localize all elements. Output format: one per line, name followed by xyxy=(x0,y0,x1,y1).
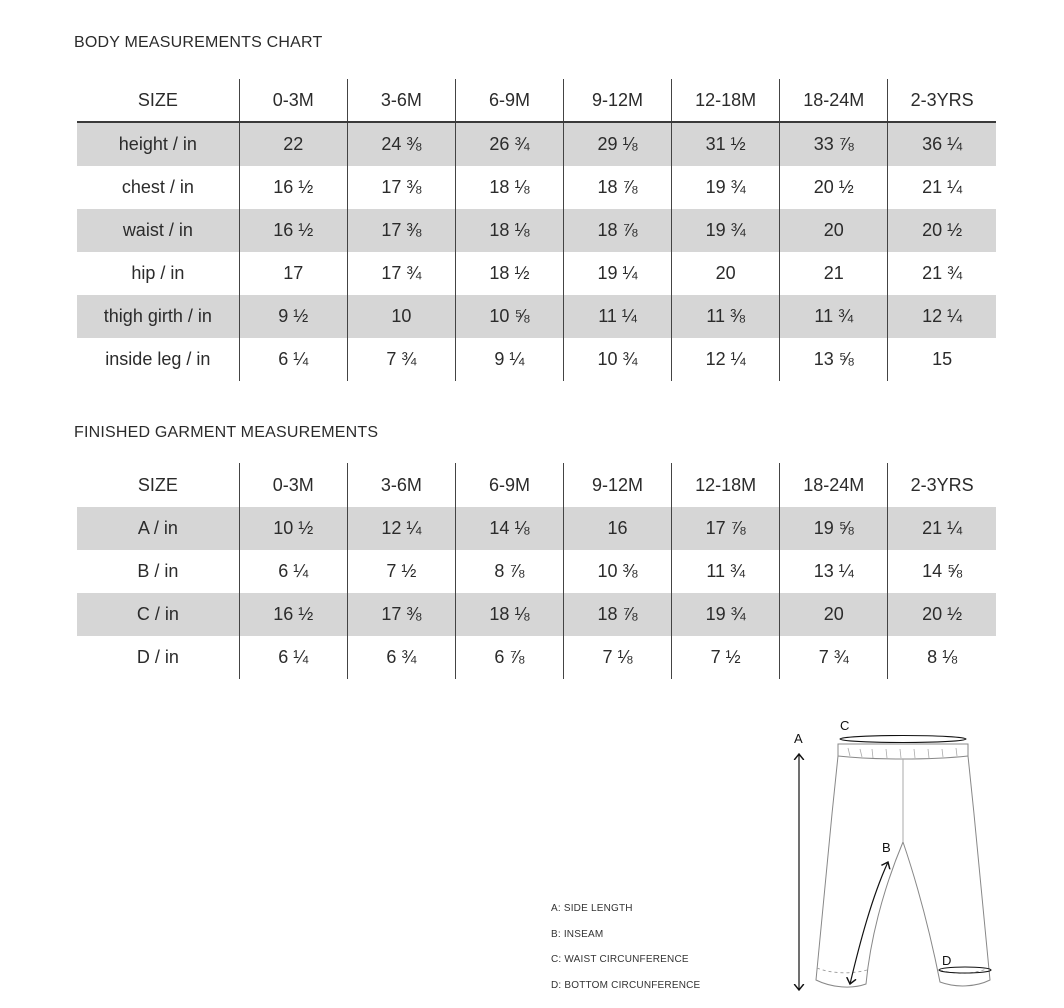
measurement-cell: 20 ½ xyxy=(888,593,996,636)
table-row xyxy=(77,338,996,381)
label-b: B xyxy=(882,840,891,855)
size-column-header: 9-12M xyxy=(564,463,672,507)
measurement-cell: 10 xyxy=(347,295,455,338)
size-header: SIZE xyxy=(77,79,239,122)
size-column-header: 6-9M xyxy=(455,463,563,507)
measurement-cell: 9 ¼ xyxy=(455,338,563,381)
size-header: SIZE xyxy=(137,474,178,495)
measurement-cell: 10 ⅝ xyxy=(455,295,563,338)
measurement-cell: 19 ¾ xyxy=(672,209,780,252)
size-column-header: 18-24M xyxy=(780,79,888,122)
measurement-cell: 17 ⅜ xyxy=(347,209,455,252)
legend-item-waist: C: WAIST CIRCUNFERENCE xyxy=(551,954,689,965)
row-label: height / in xyxy=(77,122,239,166)
measurement-cell: 16 xyxy=(564,507,672,550)
measurement-cell: 7 ⅛ xyxy=(564,636,672,679)
legend-item-inseam: B: INSEAM xyxy=(551,928,604,940)
table-row xyxy=(77,295,996,338)
table-row xyxy=(77,209,996,252)
measurement-cell: 6 ¾ xyxy=(347,636,455,679)
table-row xyxy=(77,550,996,593)
measurement-cell: 8 ⅞ xyxy=(455,550,563,593)
measurement-cell: 7 ¾ xyxy=(780,636,888,679)
measurement-cell: 6 ¼ xyxy=(239,338,347,381)
measurement-cell: 33 ⅞ xyxy=(780,122,888,166)
measurement-cell: 19 ¼ xyxy=(564,252,672,295)
measurement-cell: 17 ¾ xyxy=(347,252,455,295)
body-chart-title: BODY MEASUREMENTS CHART xyxy=(74,34,323,51)
size-column-header: 9-12M xyxy=(564,79,672,122)
measurement-cell: 16 ½ xyxy=(239,593,347,636)
measurement-legend xyxy=(551,898,700,1000)
inseam-arrow xyxy=(850,862,888,984)
measurement-cell: 18 ½ xyxy=(455,252,563,295)
table-row xyxy=(77,252,996,295)
measurement-cell: 24 ⅜ xyxy=(347,122,455,166)
measurement-cell: 11 ¾ xyxy=(780,295,888,338)
measurement-cell: 19 ¾ xyxy=(672,166,780,209)
measurement-cell: 21 ¾ xyxy=(888,252,996,295)
waistband xyxy=(838,744,968,759)
measurement-cell: 13 ¼ xyxy=(780,550,888,593)
measurement-cell: 18 ⅞ xyxy=(564,209,672,252)
table-row xyxy=(77,636,996,679)
measurement-cell: 20 xyxy=(780,593,888,636)
measurement-cell: 18 ⅛ xyxy=(455,593,563,636)
measurement-cell: 7 ¾ xyxy=(347,338,455,381)
row-label: A / in xyxy=(77,507,239,550)
measurement-cell: 21 xyxy=(780,252,888,295)
measurement-cell: 10 ¾ xyxy=(564,338,672,381)
size-column-header: 12-18M xyxy=(672,79,780,122)
measurement-cell: 17 ⅜ xyxy=(347,166,455,209)
measurement-cell: 11 ¾ xyxy=(672,550,780,593)
measurement-cell: 19 ¾ xyxy=(672,593,780,636)
measurement-cell: 26 ¾ xyxy=(455,122,563,166)
size-column-header: 0-3M xyxy=(239,463,347,507)
table-row xyxy=(77,507,996,550)
measurement-cell: 14 ⅛ xyxy=(455,507,563,550)
measurement-cell: 12 ¼ xyxy=(888,295,996,338)
row-label: chest / in xyxy=(121,177,194,197)
row-label: waist / in xyxy=(77,209,239,252)
measurement-cell: 16 ½ xyxy=(239,209,347,252)
row-label: thigh girth / in xyxy=(77,295,239,338)
label-a: A xyxy=(794,731,803,746)
measurement-cell: 9 ½ xyxy=(239,295,347,338)
table-row xyxy=(77,122,996,166)
legend-item-bottom: D: BOTTOM CIRCUNFERENCE xyxy=(551,979,701,991)
measurement-cell: 18 ⅞ xyxy=(564,593,672,636)
label-d: D xyxy=(942,953,952,968)
size-column-header: 6-9M xyxy=(455,79,563,122)
measurement-cell: 20 xyxy=(672,252,780,295)
table-header-row xyxy=(77,79,996,122)
measurement-cell: 20 ½ xyxy=(780,166,888,209)
row-label: C / in xyxy=(77,593,239,636)
measurement-cell: 19 ⅝ xyxy=(780,507,888,550)
garment-measurements-table xyxy=(77,463,996,679)
body-measurements-table xyxy=(77,79,996,381)
measurement-cell: 6 ¼ xyxy=(239,550,347,593)
measurement-cell: 22 xyxy=(239,122,347,166)
measurement-cell: 7 ½ xyxy=(672,636,780,679)
measurement-cell: 11 ¼ xyxy=(564,295,672,338)
measurement-cell: 7 ½ xyxy=(347,550,455,593)
measurement-cell: 18 ⅞ xyxy=(564,166,672,209)
label-c: C xyxy=(840,718,850,733)
measurement-cell: 17 ⅞ xyxy=(672,507,780,550)
measurement-cell: 21 ¼ xyxy=(888,166,996,209)
measurement-cell: 20 xyxy=(780,209,888,252)
size-column-header: 3-6M xyxy=(347,463,455,507)
measurement-cell: 17 ⅜ xyxy=(347,593,455,636)
measurement-cell: 10 ½ xyxy=(239,507,347,550)
measurement-cell: 12 ¼ xyxy=(347,507,455,550)
table-row xyxy=(77,166,996,209)
measurement-cell: 13 ⅝ xyxy=(780,338,888,381)
pants-diagram xyxy=(770,712,1010,1002)
row-label: hip / in xyxy=(131,263,185,283)
measurement-cell: 18 ⅛ xyxy=(455,166,563,209)
measurement-cell: 17 xyxy=(239,252,347,295)
measurement-cell: 18 ⅛ xyxy=(455,209,563,252)
measurement-cell: 6 ¼ xyxy=(239,636,347,679)
measurement-cell: 36 ¼ xyxy=(888,122,996,166)
size-column-header: 12-18M xyxy=(672,463,780,507)
measurement-cell: 15 xyxy=(888,338,996,381)
garment-chart-title: FINISHED GARMENT MEASUREMENTS xyxy=(74,424,379,441)
table-row xyxy=(77,593,996,636)
row-label: D / in xyxy=(136,647,179,667)
measurement-cell: 31 ½ xyxy=(672,122,780,166)
measurement-cell: 16 ½ xyxy=(239,166,347,209)
measurement-cell: 29 ⅛ xyxy=(564,122,672,166)
size-column-header: 18-24M xyxy=(780,463,888,507)
row-label: B / in xyxy=(137,561,179,581)
size-column-header: 2-3YRS xyxy=(888,463,996,507)
measurement-cell: 10 ⅜ xyxy=(564,550,672,593)
table-header-row xyxy=(77,463,996,507)
measurement-cell: 14 ⅝ xyxy=(888,550,996,593)
measurement-cell: 21 ¼ xyxy=(888,507,996,550)
measurement-cell: 6 ⅞ xyxy=(455,636,563,679)
measurement-cell: 12 ¼ xyxy=(672,338,780,381)
waist-circumference-ellipse xyxy=(840,736,966,743)
size-column-header: 0-3M xyxy=(239,79,347,122)
measurement-cell: 20 ½ xyxy=(888,209,996,252)
size-column-header: 3-6M xyxy=(347,79,455,122)
size-column-header: 2-3YRS xyxy=(888,79,996,122)
measurement-cell: 8 ⅛ xyxy=(888,636,996,679)
row-label: inside leg / in xyxy=(105,349,211,369)
legend-item-side-length: A: SIDE LENGTH xyxy=(551,903,633,914)
measurement-cell: 11 ⅜ xyxy=(672,295,780,338)
